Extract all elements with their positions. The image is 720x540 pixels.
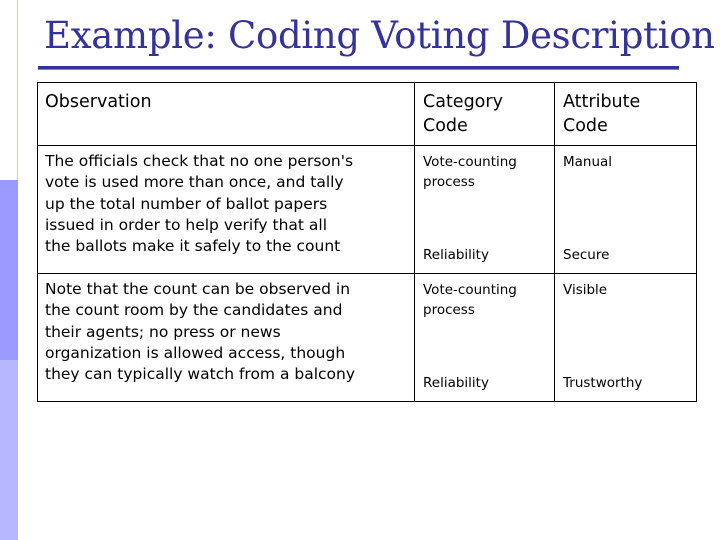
observation-cell: The officials check that no one person's vote is used more than once, and tally up the total number of ballot papers issued in order to help verify that all the ballots make it safely to the count <box>38 146 415 274</box>
header-attribute-code-label: Attribute Code <box>563 92 641 136</box>
slide-title: Example: Coding Voting Description <box>44 14 715 57</box>
accent-bar-middle <box>0 180 18 360</box>
table-row <box>38 274 697 402</box>
attribute-code: Visible <box>563 282 608 298</box>
category-code: Reliability <box>423 247 489 263</box>
category-cell <box>415 274 555 402</box>
category-cell <box>415 146 555 274</box>
attribute-code: Trustworthy <box>563 375 643 391</box>
coding-table <box>37 82 697 402</box>
table-header-row <box>38 83 697 146</box>
header-observation: Observation <box>38 83 415 146</box>
header-category-code <box>415 83 555 146</box>
accent-bar <box>0 0 18 540</box>
header-category-code-label: Category Code <box>423 92 503 136</box>
title-underline <box>38 66 679 70</box>
attribute-code: Manual <box>563 154 613 170</box>
category-code: Reliability <box>423 375 489 391</box>
accent-bar-bottom <box>0 360 18 540</box>
header-attribute-code <box>555 83 697 146</box>
attribute-code: Secure <box>563 247 610 263</box>
attribute-cell <box>555 146 697 274</box>
attribute-cell <box>555 274 697 402</box>
observation-cell: Note that the count can be observed in the count room by the candidates and their agents; no press or news organization is allowed access, though they can typically watch from a balcony <box>38 274 415 402</box>
accent-bar-top <box>0 0 18 180</box>
category-code: Vote-counting process <box>423 154 517 190</box>
table-row <box>38 146 697 274</box>
category-code: Vote-counting process <box>423 282 517 318</box>
